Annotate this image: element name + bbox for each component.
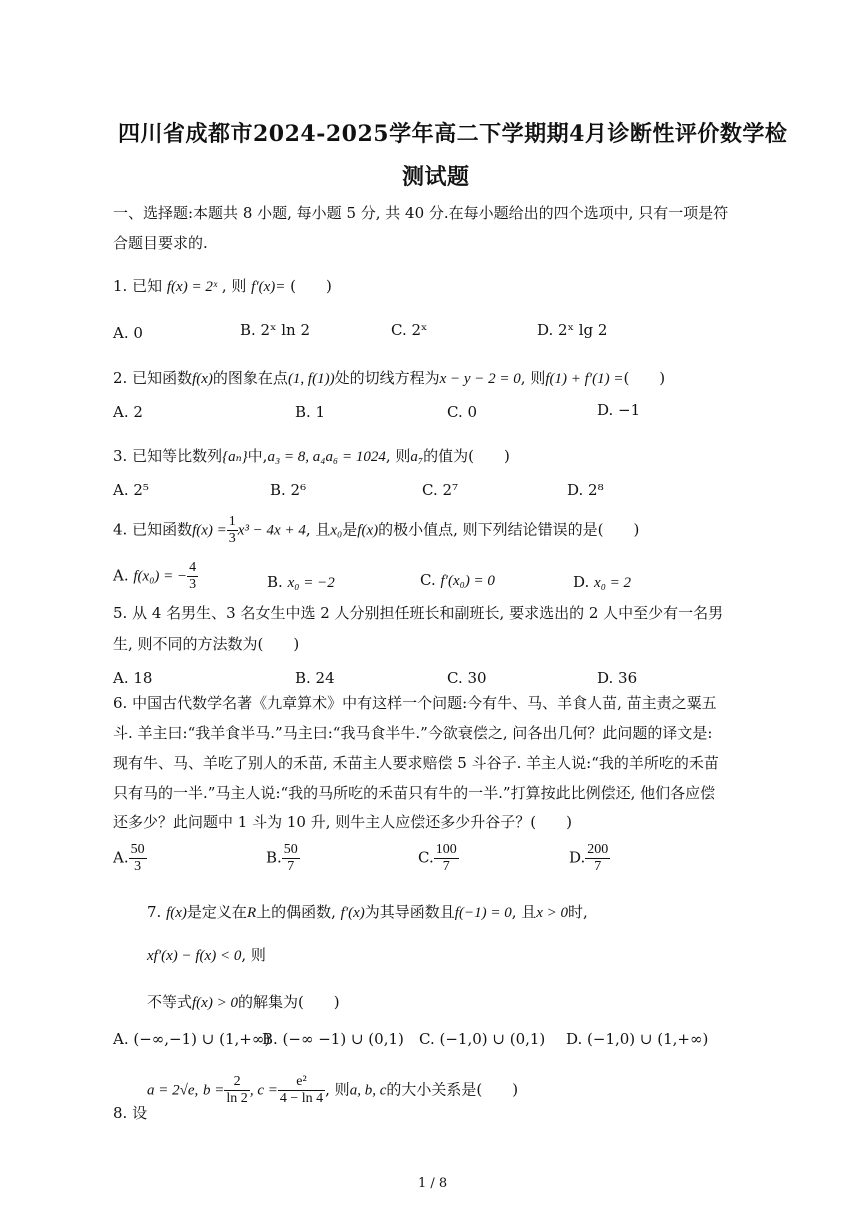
q6-option-c bbox=[418, 842, 459, 875]
q8-b-numerator: 2 bbox=[224, 1074, 249, 1091]
q8-math-a: a = 2√e, bbox=[147, 1082, 199, 1099]
q5-option-d: D. 36 bbox=[597, 669, 638, 687]
q1-paren: ( ) bbox=[290, 277, 332, 295]
q5-option-a: A. 18 bbox=[113, 669, 153, 687]
q2-option-b: B. 1 bbox=[295, 403, 326, 421]
question-6-line-2: 斗. 羊主曰:“我羊食半马.”马主曰:“我马食半牛.”今欲衰偿之, 问各出几何？此问题的译文是: bbox=[113, 724, 713, 742]
question-6-line-4: 只有马的一半.”马主人说:“我的马所吃的禾苗只有牛的一半.”打算按此比例偿还, 他们各应偿 bbox=[113, 784, 716, 802]
q8-c-numerator: e² bbox=[278, 1074, 325, 1091]
q2-stem-b: 的图象在点 bbox=[212, 369, 288, 387]
q6-option-c-label: C. bbox=[418, 848, 434, 867]
q6-option-c-denominator: 7 bbox=[442, 859, 450, 874]
question-7-line-3 bbox=[147, 992, 340, 1013]
q8-b-denominator: ln 2 bbox=[226, 1091, 248, 1106]
q2-math-tangent: x − y − 2 = 0 bbox=[439, 371, 521, 387]
q3-stem: 3. 已知等比数列 bbox=[113, 447, 223, 465]
q2-stem-c: 处的切线方程为 bbox=[334, 369, 440, 387]
q7-option-b: B. (−∞ −1) ∪ (0,1) bbox=[262, 1030, 404, 1048]
q4-math-x0: x₀ bbox=[330, 522, 343, 539]
q4-option-d-math: x₀ = 2 bbox=[594, 575, 632, 591]
question-5-cont: 生, 则不同的方法数为( ) bbox=[113, 635, 300, 653]
q8-text-question: 的大小关系是( ) bbox=[386, 1080, 519, 1099]
q4-stem: 4. 已知函数 bbox=[113, 520, 193, 539]
q6-option-b-numerator: 50 bbox=[283, 842, 298, 857]
q1-math-fx: f(x) = 2ˣ bbox=[166, 279, 218, 295]
q4-fraction-one-third bbox=[227, 514, 238, 547]
page-number: 1 / 8 bbox=[418, 1176, 448, 1191]
q7-math-condition: f(−1) = 0 bbox=[454, 905, 512, 921]
q7-text-b: 是定义在 bbox=[186, 903, 247, 921]
q4-option-a-label: A. bbox=[113, 566, 129, 585]
q2-stem-d: , 则 bbox=[520, 369, 546, 387]
q7-math-ineq: xf′(x) − f(x) < 0 bbox=[147, 948, 242, 964]
question-8 bbox=[147, 1074, 518, 1107]
question-2 bbox=[113, 368, 665, 389]
q6-option-d-numerator: 200 bbox=[587, 842, 609, 857]
q8-text-then: , 则 bbox=[325, 1080, 350, 1099]
q6-option-d-denominator: 7 bbox=[594, 859, 602, 874]
q4-math-fx: f(x) = bbox=[192, 522, 227, 539]
q4-option-b bbox=[267, 572, 335, 593]
q2-math-sum: f(1) + f′(1) = bbox=[545, 371, 624, 387]
question-7-line-2 bbox=[147, 945, 266, 966]
q7-math-derivative: f′(x) bbox=[340, 905, 365, 921]
q4-option-a-denominator: 3 bbox=[189, 577, 197, 592]
section-heading-cont: 合题目要求的. bbox=[113, 234, 208, 252]
q7-text-d: 为其导函数且 bbox=[364, 903, 455, 921]
page-title-line-1: 四川省成都市2024-2025学年高二下学期期4月诊断性评价数学检 bbox=[118, 121, 788, 147]
q1-option-b: B. 2ˣ ln 2 bbox=[240, 321, 310, 339]
q4-option-d-label: D. bbox=[573, 573, 590, 591]
q6-option-c-numerator: 100 bbox=[435, 842, 457, 857]
q4-math-poly: x³ − 4x + 4 bbox=[237, 522, 306, 539]
q7-text-e: , 且 bbox=[511, 903, 537, 921]
q2-option-a: A. 2 bbox=[113, 403, 143, 421]
question-6-line-3: 现有牛、马、羊吃了别人的禾苗, 禾苗主人要求赔偿 5 斗谷子. 羊主人说:“我的羊所吃的禾苗 bbox=[113, 754, 719, 772]
q6-option-a-denominator: 3 bbox=[134, 859, 142, 874]
q8-fraction-b bbox=[224, 1074, 249, 1107]
q7-number: 7. bbox=[147, 903, 162, 921]
q4-option-a-math: f(x₀) = − bbox=[133, 568, 188, 585]
q7-option-c: C. (−1,0) ∪ (0,1) bbox=[419, 1030, 546, 1048]
q4-option-c-label: C. bbox=[420, 571, 436, 589]
q7-math-fx: f(x) bbox=[166, 905, 187, 921]
q3-stem-d: 的值为( ) bbox=[423, 447, 510, 465]
q2-math-fx: f(x) bbox=[192, 371, 213, 387]
q3-option-b: B. 2⁶ bbox=[270, 481, 307, 499]
q7-text-solution: 的解集为( ) bbox=[237, 993, 340, 1011]
q3-option-c: C. 2⁷ bbox=[422, 481, 459, 499]
q6-option-a-label: A. bbox=[113, 848, 129, 867]
question-5: 5. 从 4 名男生、3 名女生中选 2 人分别担任班长和副班长, 要求选出的 2 人中至少有一名男 bbox=[113, 604, 724, 622]
q2-option-d: D. −1 bbox=[597, 401, 641, 419]
page-title-line-2: 测试题 bbox=[402, 164, 470, 190]
q4-option-b-math: x₀ = −2 bbox=[287, 575, 335, 591]
q4-option-a-numerator: 4 bbox=[189, 560, 197, 575]
question-8-label: 8. 设 bbox=[113, 1104, 148, 1122]
q6-option-a bbox=[113, 842, 147, 875]
q5-option-b: B. 24 bbox=[295, 669, 335, 687]
section-heading: 一、选择题:本题共 8 小题, 每小题 5 分, 共 40 分.在每小题给出的四个选项中, 只有一项是符 bbox=[113, 204, 729, 222]
q7-math-x-pos: x > 0 bbox=[536, 905, 569, 921]
q1-stem: 1. 已知 bbox=[113, 277, 163, 295]
q4-stem-c: 是 bbox=[342, 520, 358, 539]
q7-option-d: D. (−1,0) ∪ (1,+∞) bbox=[566, 1030, 709, 1048]
question-7 bbox=[147, 902, 588, 923]
q1-option-a: A. 0 bbox=[113, 324, 143, 342]
q8-math-b: b = bbox=[203, 1082, 225, 1099]
q7-text-f: 时, bbox=[568, 903, 588, 921]
q7-math-R: R bbox=[246, 905, 257, 921]
question-6-line-1: 6. 中国古代数学名著《九章算术》中有这样一个问题:今有牛、马、羊食人苗, 苗主责之粟五 bbox=[113, 694, 717, 712]
q6-option-d bbox=[569, 842, 610, 875]
q8-c-denominator: 4 − ln 4 bbox=[279, 1091, 324, 1106]
q7-text-c: 上的偶函数, bbox=[256, 903, 336, 921]
q6-option-a-numerator: 50 bbox=[130, 842, 145, 857]
q8-fraction-c bbox=[278, 1074, 325, 1107]
q4-option-a-fraction bbox=[187, 560, 198, 593]
q3-option-a: A. 2⁵ bbox=[113, 481, 149, 499]
q6-option-b bbox=[266, 842, 300, 875]
q3-option-d: D. 2⁸ bbox=[567, 481, 604, 499]
q4-option-c bbox=[420, 570, 495, 591]
q6-option-c-fraction bbox=[434, 842, 459, 875]
q2-math-point: (1, f(1)) bbox=[287, 371, 335, 387]
q7-math-fx-pos: f(x) > 0 bbox=[192, 995, 238, 1011]
q5-option-c: C. 30 bbox=[447, 669, 487, 687]
q2-paren: ( ) bbox=[623, 369, 666, 387]
q8-math-c: , c = bbox=[249, 1082, 278, 1099]
question-3 bbox=[113, 446, 510, 467]
q3-math-a7: a₇ bbox=[410, 449, 424, 465]
q6-option-b-fraction bbox=[282, 842, 300, 875]
q4-option-d bbox=[573, 572, 631, 593]
q4-frac-denominator: 3 bbox=[228, 531, 236, 546]
q4-math-fx-2: f(x) bbox=[357, 522, 379, 539]
q7-text-then: , 则 bbox=[241, 946, 266, 964]
q4-stem-b: , 且 bbox=[305, 520, 331, 539]
q7-text-ineq: 不等式 bbox=[147, 993, 193, 1011]
q6-option-b-label: B. bbox=[266, 848, 282, 867]
q4-option-a bbox=[113, 560, 198, 593]
q1-option-d: D. 2ˣ lg 2 bbox=[537, 321, 608, 339]
q1-option-c: C. 2ˣ bbox=[391, 321, 428, 339]
q6-option-d-fraction bbox=[585, 842, 610, 875]
q2-option-c: C. 0 bbox=[447, 403, 478, 421]
q6-option-d-label: D. bbox=[569, 848, 586, 867]
q4-option-c-math: f′(x₀) = 0 bbox=[440, 573, 495, 589]
q3-math-cond: a₃ = 8, a₄a₆ = 1024 bbox=[267, 449, 386, 465]
question-1 bbox=[113, 276, 332, 297]
q1-math-derivative: f′(x)= bbox=[251, 279, 286, 295]
q1-stem-b: , 则 bbox=[221, 277, 247, 295]
q7-option-a: A. (−∞,−1) ∪ (1,+∞) bbox=[113, 1030, 271, 1048]
question-6-line-5: 还多少？此问题中 1 斗为 10 升, 则牛主人应偿还多少升谷子？( ) bbox=[113, 813, 572, 831]
q2-stem: 2. 已知函数 bbox=[113, 369, 193, 387]
q6-option-a-fraction bbox=[129, 842, 147, 875]
q4-option-b-label: B. bbox=[267, 573, 283, 591]
q3-stem-b: 中, bbox=[247, 447, 268, 465]
question-4 bbox=[113, 514, 639, 547]
q6-option-b-denominator: 7 bbox=[287, 859, 295, 874]
q3-math-seq: {aₙ} bbox=[222, 449, 248, 465]
q8-math-abc: a, b, c bbox=[349, 1082, 387, 1099]
q4-stem-d: 的极小值点, 则下列结论错误的是( ) bbox=[378, 520, 640, 539]
q3-stem-c: , 则 bbox=[385, 447, 411, 465]
q4-frac-numerator: 1 bbox=[228, 514, 236, 529]
